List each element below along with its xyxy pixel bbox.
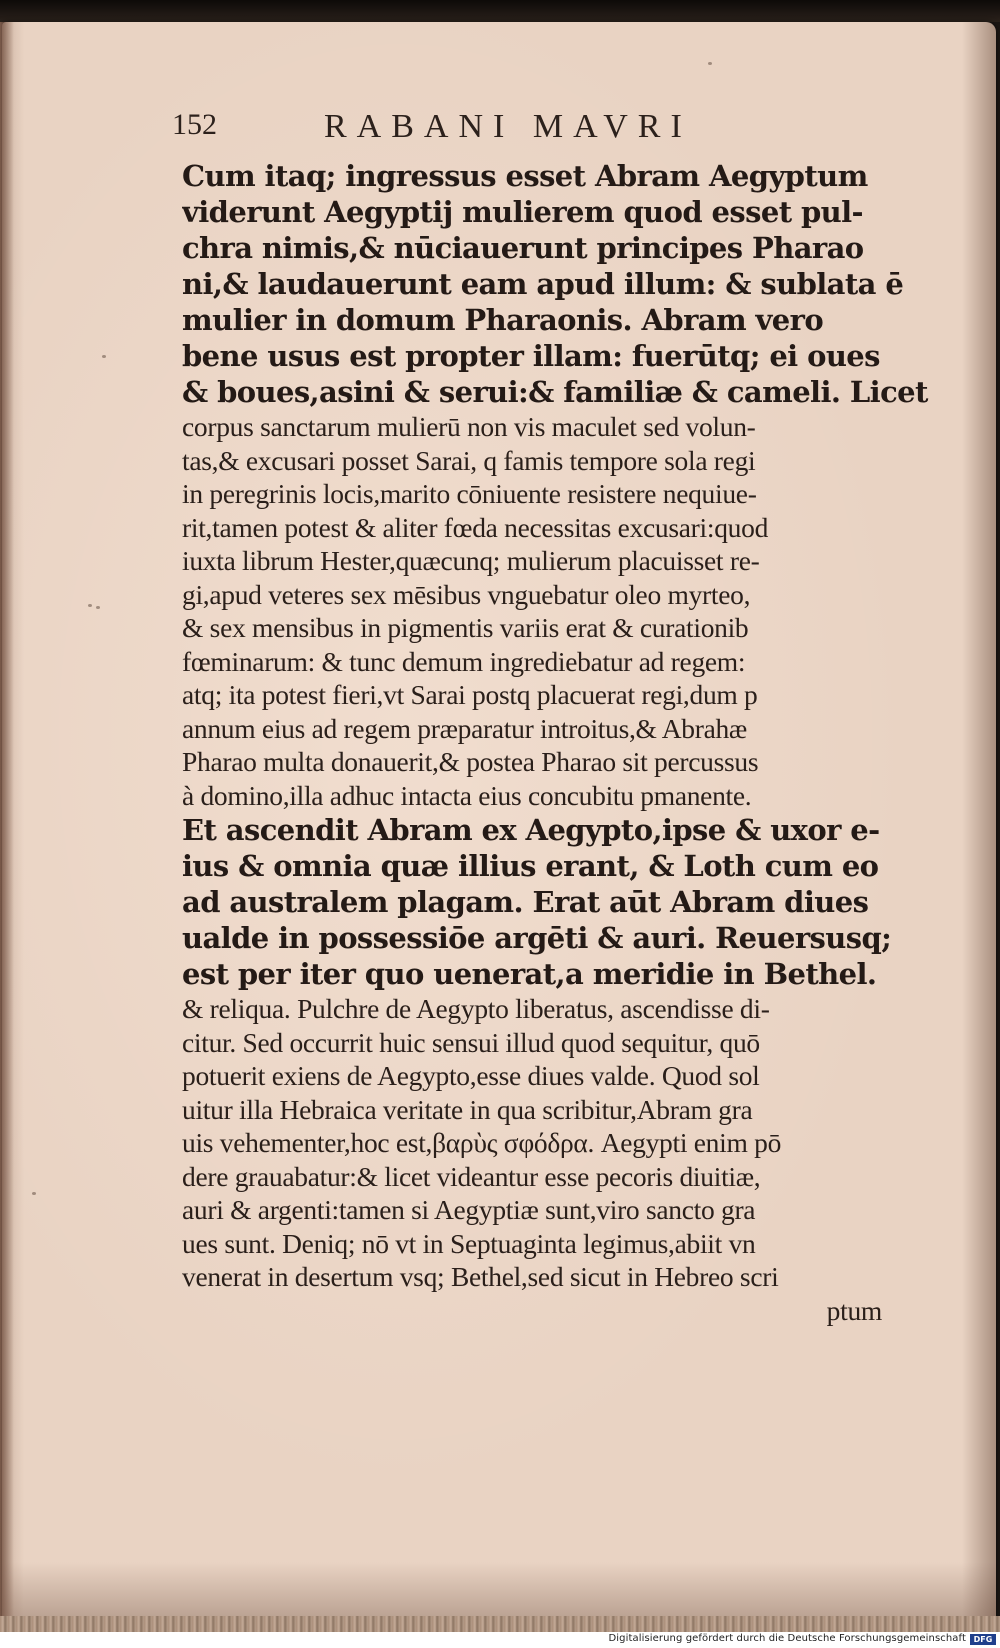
binding-shadow <box>0 22 14 1622</box>
text-line: uis vehementer,hoc est,βαρὺς σφόδρα. Aegypti enim pō <box>182 1127 782 1158</box>
text-line: rit,tamen potest & aliter fœda necessitas excusari:quod <box>182 511 769 543</box>
text-line: Pharao multa donauerit,& postea Pharao sit percussus <box>182 746 759 777</box>
text-line: à domino,illa adhuc intacta eius concubitu pmanente. <box>182 779 752 811</box>
text-line: est per iter quo uenerat,a meridie in Bethel. <box>182 957 877 991</box>
text-line: ius & omnia quæ illius erant, & Loth cum eo <box>182 849 879 883</box>
text-line: corpus sanctarum mulierū non vis maculet sed volun- <box>182 411 756 442</box>
page-number: 152 <box>172 108 217 141</box>
text-line: citur. Sed occurrit huic sensui illud quod sequitur, quō <box>182 1026 760 1058</box>
top-edge <box>0 0 1000 22</box>
text-line: fœminarum: & tunc demum ingrediebatur ad regem: <box>182 645 746 677</box>
text-line: auri & argenti:tamen si Aegyptiæ sunt,viro sancto gra <box>182 1194 756 1225</box>
text-line: venerat in desertum vsq; Bethel,sed sicut in Hebreo scri <box>182 1261 779 1292</box>
text-line: ni,& laudauerunt eam apud illum: & sublata ē <box>182 267 904 301</box>
text-line: iuxta librum Hester,quæcunq; mulierum placuisset re- <box>182 545 760 576</box>
text-line: in peregrinis locis,marito cōniuente resistere nequiue- <box>182 478 757 509</box>
text-line: & sex mensibus in pigmentis variis erat & curationib <box>182 612 749 643</box>
text-line: gi,apud veteres sex mēsibus vnguebatur oleo myrteo, <box>182 578 751 610</box>
dfg-logo: DFG <box>970 1634 996 1645</box>
body-text <box>182 158 942 1327</box>
text-line: ues sunt. Deniq; nō vt in Septuaginta legimus,abiit vn <box>182 1227 756 1259</box>
text-line: potuerit exiens de Aegypto,esse diues valde. Quod sol <box>182 1060 760 1091</box>
running-head <box>172 108 932 148</box>
running-title: RABANI MAVRI <box>324 108 692 145</box>
text-line: Cum itaq; ingressus esset Abram Aegyptum <box>182 159 868 193</box>
text-line: viderunt Aegyptij mulierem quod esset pul- <box>182 195 863 229</box>
text-line: dere grauabatur:& licet videantur esse pecoris diuitiæ, <box>182 1160 761 1192</box>
text-line: & boues,asini & serui:& familiæ & cameli. Licet <box>182 375 928 409</box>
text-line: Et ascendit Abram ex Aegypto,ipse & uxor e- <box>182 813 880 847</box>
text-line: tas,& excusari posset Sarai, q famis tempore sola regi <box>182 444 756 476</box>
digitization-footer <box>0 1632 1000 1648</box>
text-line: atq; ita potest fieri,vt Sarai postq placuerat regi,dum p <box>182 679 758 710</box>
text-line: annum eius ad regem præparatur introitus,& Abrahæ <box>182 712 747 744</box>
text-line: chra nimis,& nūciauerunt principes Pharao <box>182 231 864 265</box>
text-line: bene usus est propter illam: fuerūtq; ei oues <box>182 339 880 373</box>
catchword: ptum <box>826 1294 882 1326</box>
page-stack-edge <box>0 1616 1000 1632</box>
text-line: & reliqua. Pulchre de Aegypto liberatus, ascendisse di- <box>182 993 770 1024</box>
text-line: ualde in possessiōe argēti & auri. Reuersusq; <box>182 921 892 955</box>
text-line: ad australem plagam. Erat aūt Abram diues <box>182 885 869 919</box>
footer-credit: Digitalisierung gefördert durch die Deutsche Forschungsgemeinschaft <box>608 1633 966 1644</box>
text-line: uitur illa Hebraica veritate in qua scribitur,Abram gra <box>182 1093 753 1125</box>
text-line: mulier in domum Pharaonis. Abram vero <box>182 303 824 337</box>
